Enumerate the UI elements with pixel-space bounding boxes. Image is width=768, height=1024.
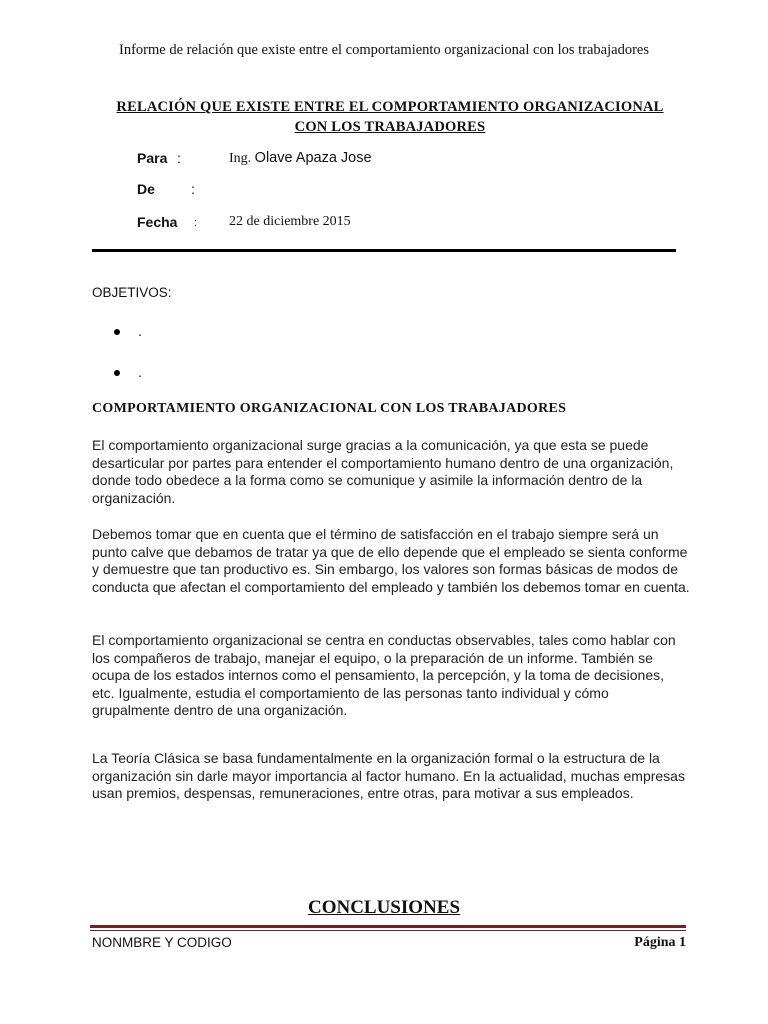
memo-de-colon: : (191, 181, 195, 197)
running-header: Informe de relación que existe entre el comportamiento organizacional con los trabajadores (119, 42, 649, 58)
document-title (90, 97, 690, 137)
footer-rule-thick (90, 925, 686, 928)
memo-fecha-label: Fecha (137, 214, 178, 230)
memo-para-label: Para (137, 150, 168, 166)
objetivo-item-2 (114, 364, 142, 380)
objetivo-item-1 (114, 323, 142, 339)
footer-name-code: NONMBRE Y CODIGO (92, 935, 232, 950)
document-title-line-1: RELACIÓN QUE EXISTE ENTRE EL COMPORTAMIENTO ORGANIZACIONAL (116, 99, 664, 115)
memo-fecha-value: 22 de diciembre 2015 (229, 214, 351, 229)
objetivo-item-text: . (138, 323, 142, 339)
memo-divider (92, 249, 676, 252)
footer-rule-thin (90, 930, 686, 931)
bullet-icon (114, 370, 120, 376)
footer-page-number: Página 1 (634, 935, 686, 950)
memo-para-value: Ing. Olave Apaza Jose (229, 150, 372, 166)
bullet-icon (114, 329, 120, 335)
paragraph-4: La Teoría Clásica se basa fundamentalmente en la organización formal o la estructura de la organización sin darle mayor importancia al factor humano. En la actualidad, muchas empresas usan premios, despensas, remuneraciones, entre otras, para motivar a sus empleados. (92, 750, 685, 801)
paragraph-2: Debemos tomar que en cuenta que el término de satisfacción en el trabajo siempre será un punto calve que debamos de tratar ya que de ello depende que el empleado se sienta conforme y demuestre que tan productivo es. Sin embargo, los valores son formas básicas de modos de conducta que afectan el comportamiento del empleado y también los debemos tomar en cuenta. (92, 526, 690, 595)
objetivos-label: OBJETIVOS: (92, 285, 172, 300)
paragraph-3: El comportamiento organizacional se centra en conductas observables, tales como hablar con los compañeros de trabajo, manejar el equipo, o la preparación de un informe. También se ocupa de los estados internos como el pensamiento, la percepción, y la toma de decisiones, etc. Igualmente, estudia el comportamiento de las personas tanto individual y cómo grupalmente dentro de una organización. (92, 632, 676, 718)
memo-de-label: De (137, 181, 155, 197)
memo-fecha-colon: : (194, 217, 198, 229)
conclusions-heading: CONCLUSIONES (307, 897, 461, 918)
document-title-line-2: CON LOS TRABAJADORES (294, 119, 486, 135)
section-heading: COMPORTAMIENTO ORGANIZACIONAL CON LOS TRABAJADORES (92, 401, 567, 416)
objetivo-item-text: . (138, 364, 142, 380)
memo-para-colon: : (177, 150, 181, 166)
paragraph-1: El comportamiento organizacional surge gracias a la comunicación, ya que esta se puede desarticular por partes para entender el comportamiento humano dentro de una organización, donde todo obedece a la forma como se comunique y asimile la información dentro de la organización. (92, 437, 674, 506)
